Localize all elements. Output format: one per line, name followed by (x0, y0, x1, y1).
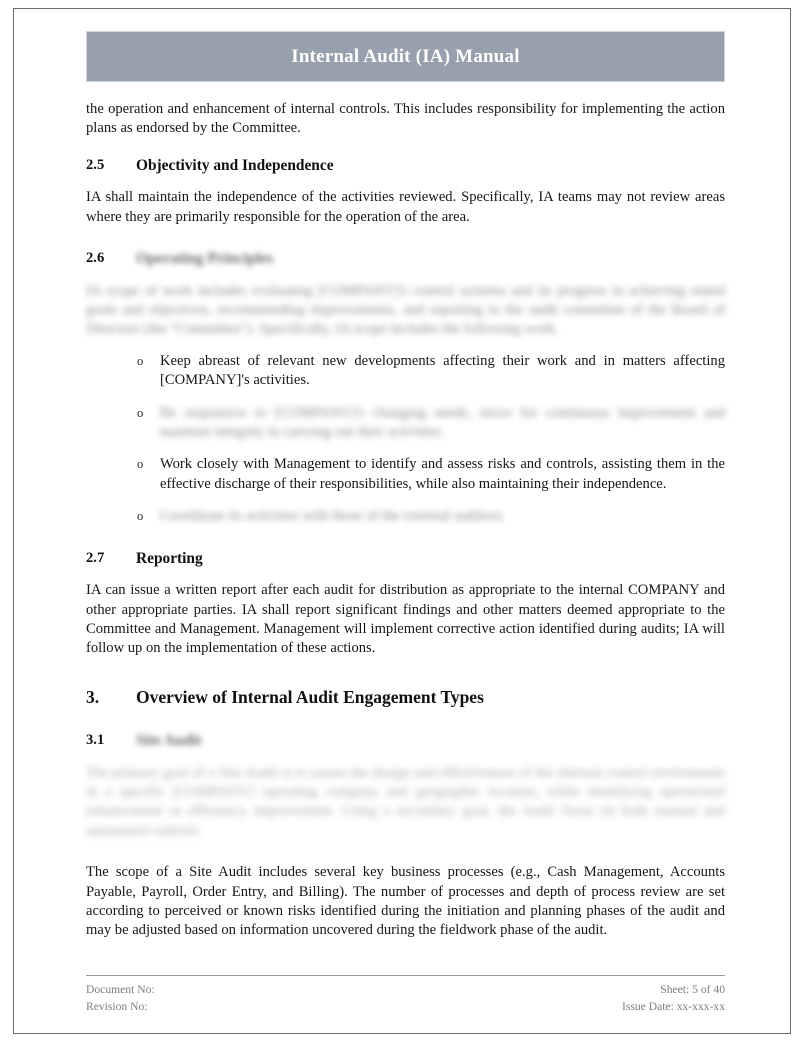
list-item (136, 507, 725, 526)
section-2-6-number: 2.6 (86, 250, 105, 267)
section-2-5-number: 2.5 (86, 156, 105, 173)
operating-principles-bullet-list (136, 352, 725, 527)
section-3-1-paragraph-redacted: The primary goal of a Site Audit is to assess the design and effectiveness of the internal control environment in a specific [COMPANY] operating company and geographic location, while identifying operational enhancement or efficiency improvement. Using a secondary goal, the Audit focus on both manual and automated controls. (86, 764, 725, 839)
page-content (86, 31, 725, 941)
section-2-6-heading-redacted: Operating Principles (136, 250, 274, 268)
list-item-text-redacted: Be responsive to [COMPANY]'s changing needs, strive for continuous improvement and maintain integrity in carrying out their activities. (160, 404, 725, 441)
section-3-heading: Overview of Internal Audit Engagement Types (136, 686, 484, 707)
section-2-7-number: 2.7 (86, 549, 105, 566)
section-3-1-number: 3.1 (86, 732, 105, 749)
footer-row-1 (86, 982, 725, 999)
list-item-text: Keep abreast of relevant new developments affecting their work and in matters affecting [COMPANY]'s activities. (160, 352, 725, 389)
list-item (136, 352, 725, 391)
section-2-5-heading: Objectivity and Independence (136, 156, 334, 174)
list-item-text: Work closely with Management to identify and assess risks and controls, assisting them in the effective discharge of their responsibilities, while also maintaining their independence. (160, 456, 725, 492)
section-3-number: 3. (86, 686, 100, 707)
bullet-marker-icon: o (137, 405, 144, 420)
bullet-marker-icon: o (137, 509, 144, 524)
footer-sheet-number: Sheet: 5 of 40 (660, 983, 725, 996)
footer-issue-date: Issue Date: xx-xxx-xx (621, 999, 725, 1013)
page-footer (86, 975, 725, 1016)
continued-paragraph: the operation and enhancement of internal controls. This includes responsibility for implementing the action plans as endorsed by the Committee. (86, 101, 725, 137)
section-2-7-heading-row (86, 549, 725, 569)
bullet-marker-icon: o (137, 353, 144, 368)
list-item (136, 404, 725, 443)
section-2-7-heading: Reporting (136, 549, 203, 567)
section-2-5-heading-row (86, 156, 725, 176)
section-2-7-paragraph: IA can issue a written report after each audit for distribution as appropriate to the internal COMPANY and other appropriate parties. IA shall report significant findings and other matters deemed appropriate to the Committee and Management. Management will implement corrective action identified during audits; IA will follow up on the implementation of these actions. (86, 582, 725, 657)
list-item (136, 455, 725, 494)
section-2-5-paragraph: IA shall maintain the independence of the activities reviewed. Specifically, IA teams may not review areas where they are primarily responsible for the operation of the area. (86, 189, 725, 225)
section-3-1-heading-row (86, 731, 725, 751)
section-2-6-heading-row (86, 249, 725, 269)
section-3-heading-row (86, 686, 725, 709)
section-3-1-scope-paragraph: The scope of a Site Audit includes several key business processes (e.g., Cash Management, Accounts Payable, Payroll, Order Entry, and Billing). The number of processes and depth of process review are set according to perceived or known risks identified during the initiation and planning phases of the audit and may be adjusted based on information uncovered during the fieldwork phase of the audit. (86, 864, 725, 939)
document-title: Internal Audit (IA) Manual (291, 45, 520, 67)
section-3-1-heading-redacted: Site Audit (136, 732, 202, 750)
section-2-6-paragraph-redacted: IA scope of work includes evaluating [COMPANY]'s control systems and its progress in achieving stated goals and objectives, recommending improvements, and reporting to the audit committee of the Board of Directors (the "Committee"). Specifically, IA scope includes the following work. (86, 282, 725, 338)
document-body (86, 82, 725, 941)
bullet-marker-icon: o (137, 457, 144, 472)
document-title-banner (86, 31, 725, 82)
footer-row-2 (86, 999, 725, 1016)
footer-revision-no-label: Revision No: (86, 999, 148, 1013)
list-item-text-redacted: Coordinate its activities with those of the external auditors. (160, 508, 505, 525)
footer-document-no-label: Document No: (86, 983, 155, 996)
